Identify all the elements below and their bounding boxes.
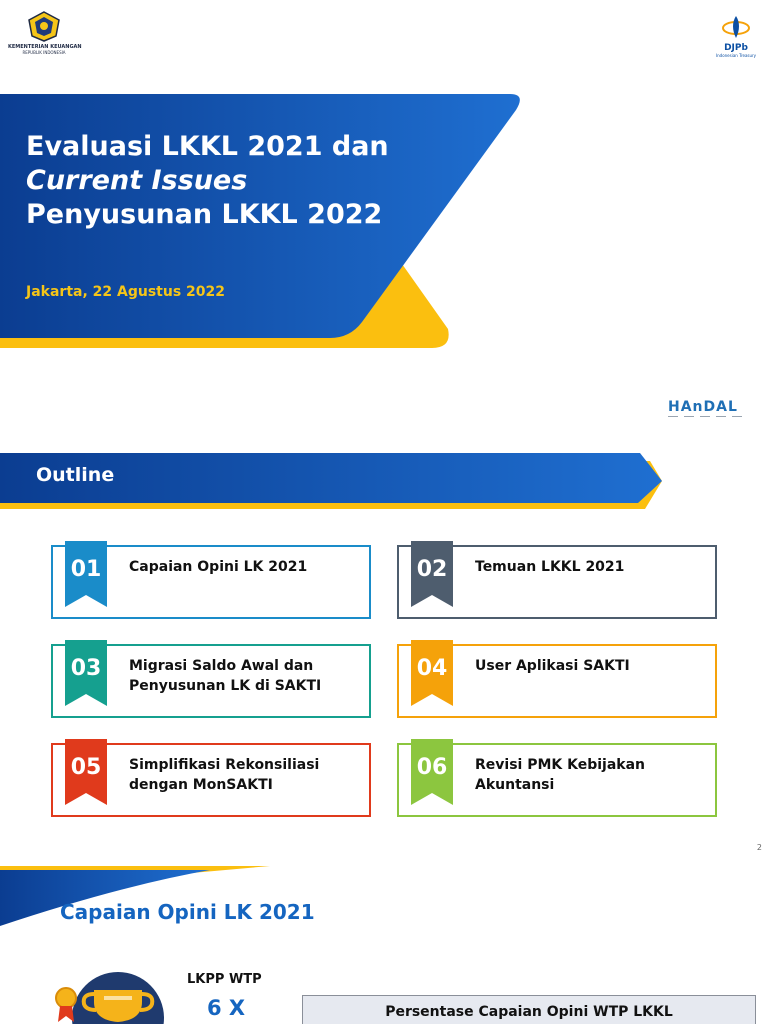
item-label-line-2: Akuntansi <box>475 777 555 793</box>
slide-date: Jakarta, 22 Agustus 2022 <box>26 284 225 300</box>
item-label-line-1: Migrasi Saldo Awal dan <box>129 658 314 674</box>
title-line-2: Current Issues <box>26 165 248 196</box>
capaian-slide <box>0 860 768 1024</box>
item-label-line-1: Revisi PMK Kebijakan <box>475 757 646 773</box>
outline-item-02 <box>397 545 717 619</box>
number-ribbon <box>65 739 107 805</box>
item-label-line-1: Simplifikasi Rekonsiliasi <box>129 757 320 773</box>
item-label-line-1: User Aplikasi SAKTI <box>475 658 630 674</box>
item-label-line-2: Penyusunan LK di SAKTI <box>129 678 322 694</box>
trophy-icon <box>48 968 168 1024</box>
djpb-tagline: Indonesian Treasury <box>715 53 757 58</box>
item-label <box>129 557 307 577</box>
lkpp-value: 6 X <box>207 996 246 1020</box>
handal-logo <box>668 399 754 423</box>
djpb-logo <box>712 14 760 62</box>
item-number: 06 <box>416 755 448 780</box>
item-number: 02 <box>416 557 448 582</box>
item-label-line-1: Capaian Opini LK 2021 <box>129 559 308 575</box>
number-ribbon <box>65 541 107 607</box>
outline-heading: Outline <box>36 464 115 486</box>
lkpp-label: LKPP WTP <box>187 972 262 987</box>
outline-item-06 <box>397 743 717 817</box>
number-ribbon <box>411 541 453 607</box>
persentase-title: Persentase Capaian Opini WTP LKKL <box>385 1004 673 1020</box>
outline-item-03 <box>51 644 371 718</box>
kemenkeu-logo <box>8 10 80 62</box>
number-ribbon <box>65 640 107 706</box>
item-label-line-1: Temuan LKKL 2021 <box>475 559 625 575</box>
outline-item-04 <box>397 644 717 718</box>
kemenkeu-emblem-icon <box>25 10 63 42</box>
handal-tagline-marks <box>668 416 754 417</box>
item-label-line-2: dengan MonSAKTI <box>129 777 273 793</box>
number-ribbon <box>411 739 453 805</box>
title-line-3: Penyusunan LKKL 2022 <box>26 199 383 230</box>
item-label <box>475 557 624 577</box>
title-slide <box>0 0 768 365</box>
number-ribbon <box>411 640 453 706</box>
item-number: 05 <box>70 755 102 780</box>
item-label <box>129 755 319 795</box>
item-label <box>475 656 630 676</box>
handal-wordmark: HAnDAL <box>668 399 738 415</box>
item-number: 03 <box>70 656 102 681</box>
djpb-emblem-icon <box>721 14 751 40</box>
kemenkeu-name: KEMENTERIAN KEUANGAN <box>8 44 82 50</box>
item-label <box>129 656 321 696</box>
page-number: 2 <box>756 843 762 852</box>
slide-title <box>26 130 389 232</box>
outline-slide <box>0 365 768 860</box>
item-label <box>475 755 645 795</box>
kemenkeu-subtitle: REPUBLIK INDONESIA <box>22 50 66 55</box>
outline-item-05 <box>51 743 371 817</box>
outline-item-01 <box>51 545 371 619</box>
djpb-name: DJPb <box>724 43 748 53</box>
outline-banner <box>0 451 768 511</box>
capaian-heading: Capaian Opini LK 2021 <box>60 900 315 924</box>
persentase-box <box>302 995 756 1024</box>
title-line-1: Evaluasi LKKL 2021 dan <box>26 131 389 162</box>
item-number: 01 <box>70 557 102 582</box>
item-number: 04 <box>416 656 448 681</box>
